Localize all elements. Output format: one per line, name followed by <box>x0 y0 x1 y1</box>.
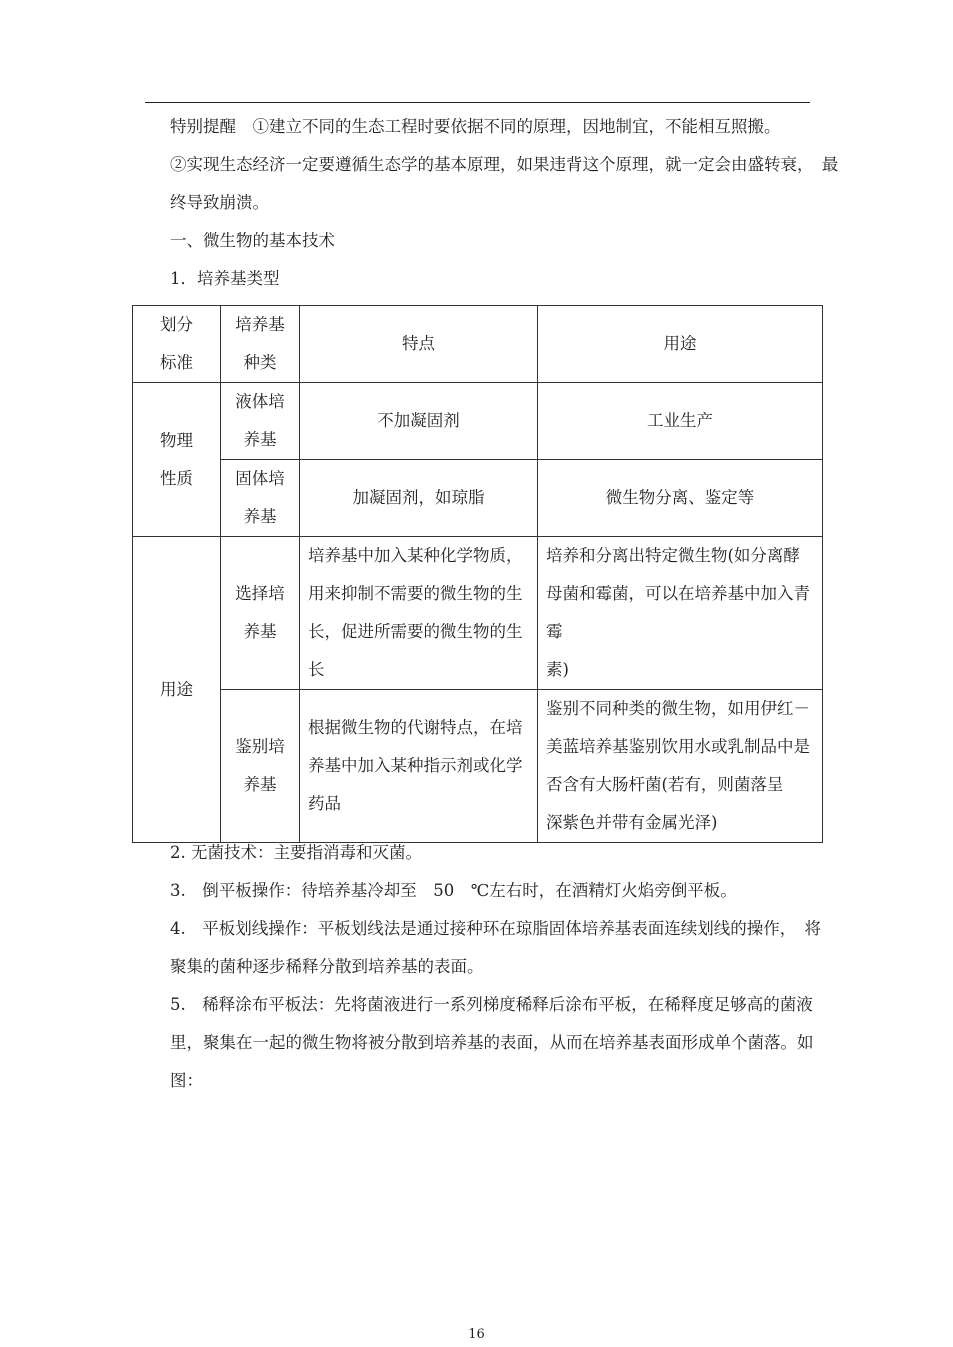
item-4-line-1: 4. 平板划线操作：平板划线法是通过接种环在琼脂固体培养基表面连续划线的操作， 将 <box>170 919 821 938</box>
page-number: 16 <box>468 1327 485 1342</box>
item-pouring-plates: 3. 倒平板操作：待培养基冷却至 50 ℃左右时，在酒精灯火焰旁倒平板。 <box>170 881 737 900</box>
use-cell: 培养和分离出特定微生物(如分离酵 母菌和霉菌，可以在培养基中加入青霉 素) <box>538 537 823 690</box>
feature-cell: 培养基中加入某种化学物质， 用来抑制不需要的微生物的生 长，促进所需要的微生物的生 长 <box>300 537 538 690</box>
table-header-row <box>133 306 823 383</box>
type-cell: 固体培 养基 <box>221 460 300 537</box>
item-aseptic-technique: 2. 无菌技术：主要指消毒和灭菌。 <box>170 843 422 862</box>
type-cell: 鉴别培 养基 <box>221 690 300 843</box>
header-criteria: 划分 标准 <box>133 306 221 383</box>
section-heading: 一、微生物的基本技术 <box>170 231 335 250</box>
special-reminder <box>170 108 839 222</box>
feature-cell: 加凝固剂，如琼脂 <box>300 460 538 537</box>
header-type: 培养基 种类 <box>221 306 300 383</box>
item-4-line-2: 聚集的菌种逐步稀释分散到培养基的表面。 <box>170 957 484 976</box>
media-types-table <box>132 305 823 843</box>
item-5-line-3: 图： <box>170 1071 203 1090</box>
table-row <box>133 537 823 690</box>
use-cell: 工业生产 <box>538 383 823 460</box>
physical-property-label: 物理 性质 <box>133 383 221 537</box>
reminder-line-1: 特别提醒 ①建立不同的生态工程时要依据不同的原理，因地制宜，不能相互照搬。 <box>170 117 781 136</box>
type-cell: 选择培 养基 <box>221 537 300 690</box>
item-streak-plate <box>170 910 820 986</box>
reminder-line-3: 终导致崩溃。 <box>170 193 269 212</box>
header-use: 用途 <box>538 306 823 383</box>
table-row <box>133 690 823 843</box>
item-spread-plate <box>170 986 820 1100</box>
use-cell: 微生物分离、鉴定等 <box>538 460 823 537</box>
reminder-line-2: ②实现生态经济一定要遵循生态学的基本原理，如果违背这个原理，就一定会由盛转衰， 最 <box>170 155 839 174</box>
purpose-label: 用途 <box>133 537 221 843</box>
table-row <box>133 460 823 537</box>
header-feature: 特点 <box>300 306 538 383</box>
table-row <box>133 383 823 460</box>
subheading-media-types: 1．培养基类型 <box>170 269 280 288</box>
type-cell: 液体培 养基 <box>221 383 300 460</box>
item-5-line-2: 里，聚集在一起的微生物将被分散到培养基的表面，从而在培养基表面形成单个菌落。如 <box>170 1033 814 1052</box>
feature-cell: 根据微生物的代谢特点，在培 养基中加入某种指示剂或化学 药品 <box>300 690 538 843</box>
feature-cell: 不加凝固剂 <box>300 383 538 460</box>
header-rule <box>145 102 810 103</box>
item-5-line-1: 5. 稀释涂布平板法：先将菌液进行一系列梯度稀释后涂布平板，在稀释度足够高的菌液 <box>170 995 813 1014</box>
use-cell: 鉴别不同种类的微生物，如用伊红－ 美蓝培养基鉴别饮用水或乳制品中是 否含有大肠杆菌(若有，则菌落呈 深紫色并带有金属光泽) <box>538 690 823 843</box>
